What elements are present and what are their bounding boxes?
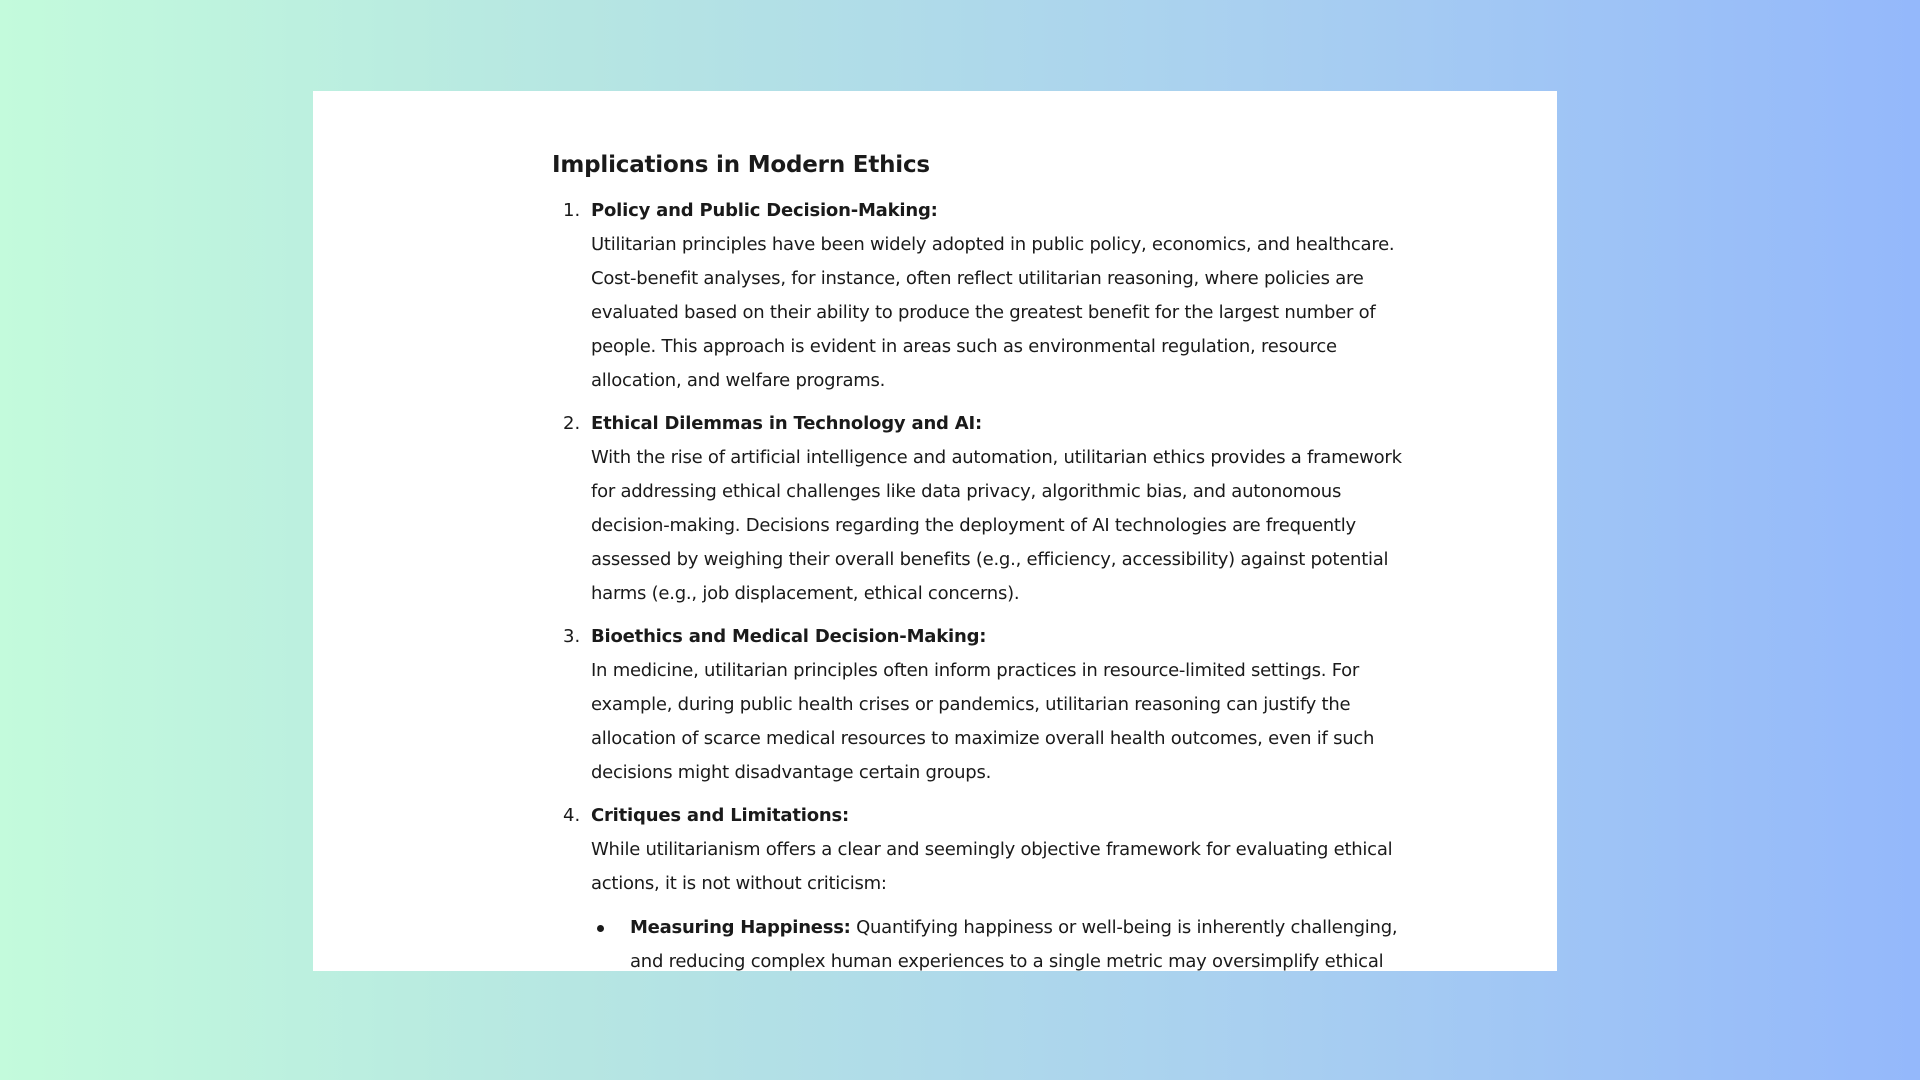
list-number: 1. <box>563 200 581 221</box>
list-item <box>552 194 1422 398</box>
list-number: 4. <box>563 805 581 826</box>
numbered-list <box>552 194 1422 971</box>
list-item-body: While utilitarianism offers a clear and seemingly objective framework for evaluating ethical actions, it is not without criticism: <box>591 839 1393 894</box>
list-item <box>552 799 1422 971</box>
list-item <box>552 407 1422 611</box>
list-number: 3. <box>563 626 581 647</box>
list-item-heading: Bioethics and Medical Decision-Making: <box>591 626 987 647</box>
chat-window <box>313 91 1557 971</box>
bullet-term: Measuring Happiness: <box>630 917 851 938</box>
list-number: 2. <box>563 413 581 434</box>
list-item-body: Utilitarian principles have been widely adopted in public policy, economics, and healthcare. Cost-benefit analyses, for instance, often reflect utilitarian reasoning, where policies are evaluated based on their ability to produce the greatest benefit for the largest number of people. This approach is evident in areas such as environmental regulation, resource allocation, and welfare programs. <box>591 234 1395 391</box>
message-content <box>552 147 1422 971</box>
bullet-list <box>591 911 1422 971</box>
list-item-heading: Policy and Public Decision-Making: <box>591 200 938 221</box>
list-item-body: With the rise of artificial intelligence and automation, utilitarian ethics provides a framework for addressing ethical challenges like data privacy, algorithmic bias, and autonomous decision-making. Decisions regarding the deployment of AI technologies are frequently assessed by weighing their overall benefits (e.g., efficiency, accessibility) against potential harms (e.g., job displacement, ethical concerns). <box>591 447 1402 604</box>
list-item-body: In medicine, utilitarian principles often inform practices in resource-limited settings. For example, during public health crises or pandemics, utilitarian reasoning can justify the allocation of scarce medical resources to maximize overall health outcomes, even if such decisions might disadvantage certain groups. <box>591 660 1375 783</box>
bullet-item <box>591 911 1422 971</box>
list-item <box>552 620 1422 790</box>
list-item-heading: Ethical Dilemmas in Technology and AI: <box>591 413 983 434</box>
section-title: Implications in Modern Ethics <box>552 152 930 178</box>
list-item-heading: Critiques and Limitations: <box>591 805 850 826</box>
bullet-text: Quantifying happiness or well-being is inherently challenging, and reducing complex human experiences to a single metric may oversimplify ethical <box>630 917 1398 971</box>
bullet-dot <box>597 925 604 932</box>
